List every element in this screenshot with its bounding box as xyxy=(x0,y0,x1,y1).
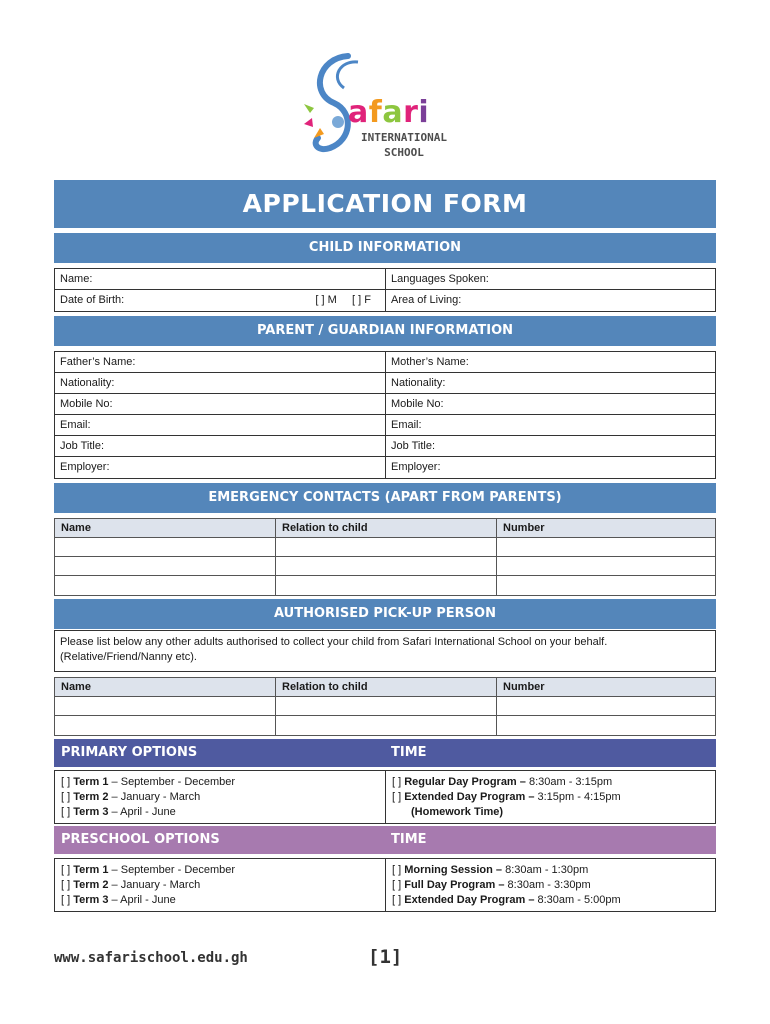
mother-job-title-field[interactable]: Job Title: xyxy=(391,440,436,452)
table-cell[interactable] xyxy=(497,538,715,556)
father-employer-field[interactable]: Employer: xyxy=(55,457,386,478)
column-header-number: Number xyxy=(503,681,545,693)
table-row xyxy=(55,716,715,735)
table-cell[interactable] xyxy=(55,538,276,556)
table-row xyxy=(55,697,715,716)
mother-mobile-field[interactable]: Mobile No: xyxy=(391,398,444,410)
table-cell[interactable] xyxy=(276,557,497,575)
dob-label: Date of Birth: xyxy=(60,294,125,306)
table-cell[interactable] xyxy=(55,557,276,575)
primary-time-option[interactable]: [ ] Regular Day Program – 8:30am - 3:15pm xyxy=(392,776,613,788)
table-cell[interactable] xyxy=(497,716,715,735)
preschool-times xyxy=(386,859,715,911)
mother-employer-field[interactable]: Employer: xyxy=(391,461,441,473)
table-cell[interactable] xyxy=(497,576,715,595)
emergency-contacts-heading: EMERGENCY CONTACTS (APART FROM PARENTS) xyxy=(54,483,716,513)
mother-name-field[interactable]: Mother’s Name: xyxy=(391,356,469,368)
column-header-name: Name xyxy=(55,519,276,537)
table-cell[interactable] xyxy=(55,716,276,735)
form-title: APPLICATION FORM xyxy=(54,180,716,228)
preschool-options-heading: PRESCHOOL OPTIONS xyxy=(61,832,220,847)
homework-time-note: (Homework Time) xyxy=(411,806,504,818)
pickup-table xyxy=(54,677,716,736)
female-checkbox[interactable]: [ ] F xyxy=(352,294,371,306)
logo-subtitle: INTERNATIONAL SCHOOL xyxy=(360,131,448,159)
father-nationality-field[interactable]: Nationality: xyxy=(55,373,386,393)
table-cell[interactable] xyxy=(55,697,276,715)
preschool-time-option[interactable]: [ ] Full Day Program – 8:30am - 3:30pm xyxy=(392,879,591,891)
preschool-time-option[interactable]: [ ] Morning Session – 8:30am - 1:30pm xyxy=(392,864,589,876)
primary-options-heading-bar xyxy=(54,739,716,767)
table-cell[interactable] xyxy=(276,697,497,715)
emergency-contacts-table xyxy=(54,518,716,596)
father-job-title-field[interactable]: Job Title: xyxy=(55,436,386,456)
logo-wordmark: afari xyxy=(348,95,430,130)
primary-terms xyxy=(55,771,386,823)
pickup-heading: AUTHORISED PICK-UP PERSON xyxy=(54,599,716,629)
table-row xyxy=(55,576,715,595)
table-row xyxy=(55,538,715,557)
child-info-heading: CHILD INFORMATION xyxy=(54,233,716,263)
parent-info-grid xyxy=(54,351,716,479)
preschool-terms xyxy=(55,859,386,911)
primary-time-option[interactable]: [ ] Extended Day Program – 3:15pm - 4:15pm xyxy=(392,791,621,803)
preschool-term-option[interactable]: [ ] Term 2 – January - March xyxy=(61,879,201,891)
primary-term-option[interactable]: [ ] Term 2 – January - March xyxy=(61,791,201,803)
preschool-term-option[interactable]: [ ] Term 3 – April - June xyxy=(61,894,176,906)
preschool-time-option[interactable]: [ ] Extended Day Program – 8:30am - 5:00pm xyxy=(392,894,621,906)
table-header-row xyxy=(55,678,715,697)
preschool-options-heading-bar xyxy=(54,826,716,854)
languages-field[interactable]: Languages Spoken: xyxy=(391,273,489,285)
primary-options-heading: PRIMARY OPTIONS xyxy=(61,745,198,760)
column-header-relation: Relation to child xyxy=(276,519,497,537)
table-cell[interactable] xyxy=(55,576,276,595)
column-header-name: Name xyxy=(55,678,276,696)
website-url[interactable]: www.safarischool.edu.gh xyxy=(54,950,248,966)
gender-options xyxy=(315,290,371,310)
primary-time-heading: TIME xyxy=(391,745,427,760)
area-field[interactable]: Area of Living: xyxy=(391,294,462,306)
primary-term-option[interactable]: [ ] Term 3 – April - June xyxy=(61,806,176,818)
column-header-number: Number xyxy=(503,522,545,534)
table-row xyxy=(55,557,715,576)
preschool-term-option[interactable]: [ ] Term 1 – September - December xyxy=(61,864,236,876)
table-cell[interactable] xyxy=(497,697,715,715)
parent-info-heading: PARENT / GUARDIAN INFORMATION xyxy=(54,316,716,346)
table-cell[interactable] xyxy=(497,557,715,575)
table-cell[interactable] xyxy=(276,538,497,556)
primary-term-option[interactable]: [ ] Term 1 – September - December xyxy=(61,776,236,788)
table-header-row xyxy=(55,519,715,538)
column-header-relation: Relation to child xyxy=(276,678,497,696)
father-email-field[interactable]: Email: xyxy=(55,415,386,435)
preschool-time-heading: TIME xyxy=(391,832,427,847)
child-info-grid xyxy=(54,268,716,312)
table-cell[interactable] xyxy=(276,576,497,595)
primary-times xyxy=(386,771,715,823)
table-cell[interactable] xyxy=(276,716,497,735)
preschool-options-box xyxy=(54,858,716,912)
page-number: [1] xyxy=(368,946,403,968)
primary-options-box xyxy=(54,770,716,824)
dob-field[interactable] xyxy=(55,290,386,311)
name-field[interactable]: Name: xyxy=(55,269,386,289)
mother-email-field[interactable]: Email: xyxy=(391,419,422,431)
father-name-field[interactable]: Father’s Name: xyxy=(55,352,386,372)
male-checkbox[interactable]: [ ] M xyxy=(315,294,337,306)
mother-nationality-field[interactable]: Nationality: xyxy=(391,377,446,389)
pickup-note: Please list below any other adults authorised to collect your child from Safari International School on your behalf. (Relative/Friend/Nanny etc). xyxy=(54,630,716,672)
father-mobile-field[interactable]: Mobile No: xyxy=(55,394,386,414)
